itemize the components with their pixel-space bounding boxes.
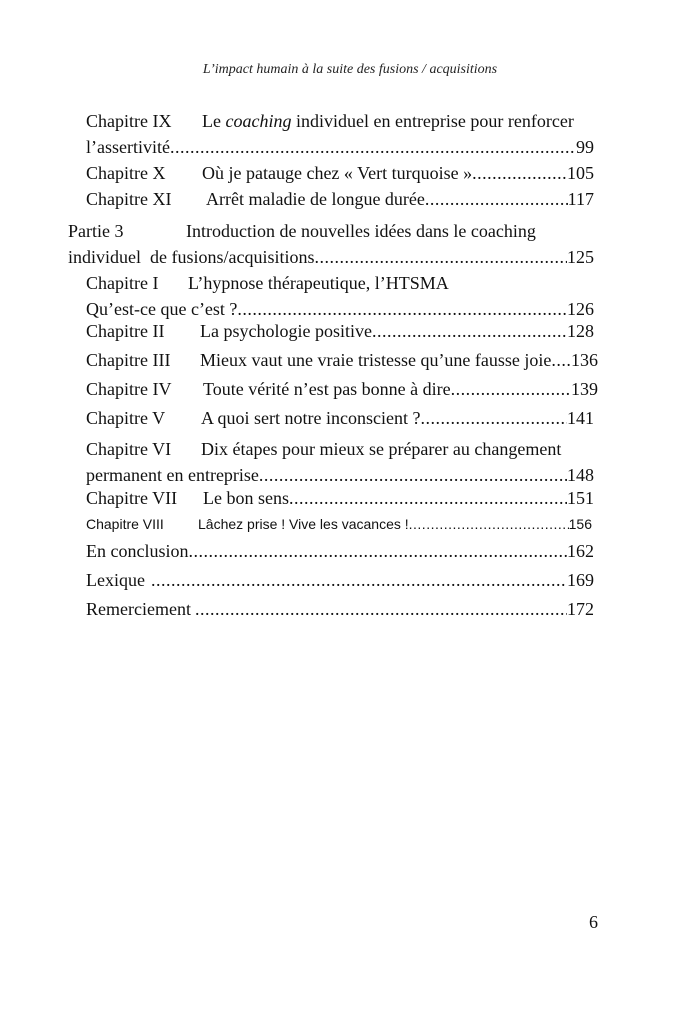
toc-entry-en-conclusion[interactable]	[86, 538, 594, 564]
dot-leader	[170, 134, 576, 160]
toc-entry-label: Chapitre III	[86, 350, 171, 370]
toc-entry-page: 162	[567, 541, 594, 561]
dot-leader	[451, 376, 571, 402]
toc-entry-title: Lexique	[86, 570, 145, 590]
page-number: 6	[589, 912, 598, 932]
toc-entry-title-continued: Qu’est-ce que c’est ?	[86, 299, 238, 319]
toc-entry-chapitre-vi[interactable]	[86, 436, 594, 488]
toc-entry-page: 169	[567, 570, 594, 590]
toc-entry-page: 141	[567, 408, 594, 428]
toc-entry-chapitre-vii[interactable]	[86, 485, 594, 511]
toc-entry-chapitre-xi[interactable]	[86, 186, 594, 212]
toc-entry-title: A quoi sert notre inconscient ?	[201, 408, 421, 428]
toc-entry-title: Le coaching individuel en entreprise pour renforcer	[202, 111, 574, 131]
toc-entry-title: Arrêt maladie de longue durée	[206, 189, 425, 209]
toc-entry-label: Chapitre VIII	[86, 516, 164, 532]
dot-leader	[188, 538, 567, 564]
toc-entry-label: Chapitre XI	[86, 189, 172, 209]
dot-leader	[314, 244, 567, 270]
toc-entry-page: 126	[567, 299, 594, 319]
toc-entry-label: Chapitre VII	[86, 488, 178, 508]
toc-entry-title-continued: individuel de fusions/acquisitions	[68, 247, 315, 267]
toc-entry-title: Remerciement	[86, 599, 191, 619]
toc-entry-page: 128	[567, 321, 594, 341]
toc-entry-page: 156	[568, 516, 592, 532]
toc-entry-page: 136	[571, 350, 598, 370]
toc-entry-title: Dix étapes pour mieux se préparer au changement	[201, 439, 562, 459]
toc-entry-chapitre-viii[interactable]	[86, 511, 592, 537]
toc-entry-label: Chapitre V	[86, 408, 166, 428]
toc-entry-chapitre-ii[interactable]	[86, 318, 594, 344]
toc-entry-page: 105	[567, 163, 594, 183]
toc-entry-chapitre-iv[interactable]	[86, 376, 598, 402]
toc-entry-page: 117	[567, 189, 594, 209]
toc-entry-chapitre-ix[interactable]	[86, 108, 594, 160]
toc-entry-label: Chapitre X	[86, 163, 166, 183]
toc-entry-chapitre-x[interactable]	[86, 160, 594, 186]
toc-entry-title-continued: permanent en entreprise	[86, 465, 259, 485]
toc-entry-title: Toute vérité n’est pas bonne à dire	[203, 379, 451, 399]
toc-entry-page: 172	[567, 599, 594, 619]
toc-entry-title: En conclusion	[86, 541, 189, 561]
toc-entry-title: La psychologie positive	[200, 321, 372, 341]
dot-leader	[420, 405, 567, 431]
toc-entry-title-continued: l’assertivité	[86, 137, 170, 157]
toc-entry-page: 99	[576, 137, 594, 157]
toc-entry-partie-3[interactable]	[68, 218, 594, 270]
dot-leader	[151, 567, 567, 593]
toc-entry-page: 125	[567, 247, 594, 267]
toc-entry-label: Chapitre IX	[86, 111, 172, 131]
toc-entry-label: Partie 3	[68, 221, 124, 241]
dot-leader	[372, 318, 567, 344]
toc-entry-chapitre-i[interactable]	[86, 270, 594, 322]
toc-entry-lexique[interactable]	[86, 567, 594, 593]
dot-leader	[551, 347, 571, 373]
toc-entry-title: Introduction de nouvelles idées dans le coaching	[186, 221, 536, 241]
toc-entry-page: 151	[567, 488, 594, 508]
toc-entry-label: Chapitre II	[86, 321, 165, 341]
toc-entry-page: 148	[567, 465, 594, 485]
dot-leader	[409, 511, 569, 537]
toc-entry-label: Chapitre VI	[86, 439, 172, 459]
toc-entry-title: Le bon sens	[203, 488, 289, 508]
toc-entry-label: Chapitre IV	[86, 379, 172, 399]
dot-leader	[425, 186, 568, 212]
toc-entry-title: Lâchez prise ! Vive les vacances !	[198, 516, 409, 532]
running-header: L’impact humain à la suite des fusions / acquisitions	[202, 62, 498, 77]
toc-entry-label: Chapitre I	[86, 273, 159, 293]
dot-leader	[195, 596, 567, 622]
toc-entry-chapitre-iii[interactable]	[86, 347, 598, 373]
toc-entry-remerciement[interactable]	[86, 596, 594, 622]
dot-leader	[472, 160, 567, 186]
toc-entry-title: Où je patauge chez « Vert turquoise »	[202, 163, 473, 183]
dot-leader	[289, 485, 567, 511]
toc-entry-chapitre-v[interactable]	[86, 405, 594, 431]
toc-entry-title: L’hypnose thérapeutique, l’HTSMA	[188, 273, 449, 293]
toc-entry-page: 139	[571, 379, 598, 399]
toc-entry-title: Mieux vaut une vraie tristesse qu’une fausse joie	[200, 350, 552, 370]
